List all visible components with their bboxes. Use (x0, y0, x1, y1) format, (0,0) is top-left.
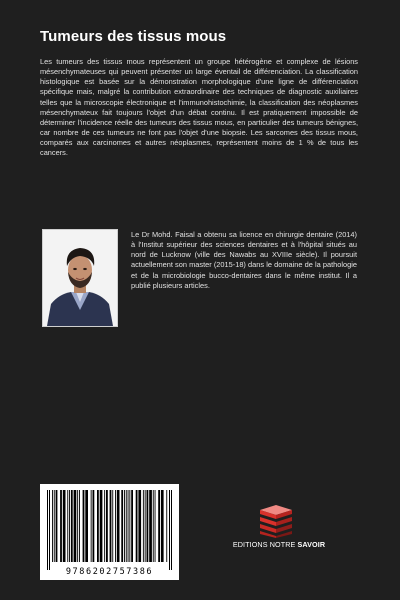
author-photo (42, 229, 118, 327)
publisher-name-bold: SAVOIR (297, 540, 326, 549)
book-title: Tumeurs des tissus mous (40, 28, 227, 45)
isbn-number: 9786202757386 (65, 567, 154, 577)
publisher-logo-icon (256, 504, 296, 538)
isbn-barcode (40, 484, 179, 580)
author-portrait-icon (43, 230, 117, 326)
publisher-name (229, 540, 329, 549)
author-bio: Le Dr Mohd. Faisal a obtenu sa licence en chirurgie dentaire (2014) à l'Institut supérieur des sciences dentaires et à l'hôpital situés au nord de Lucknow (ville des Nawabs au XVIIIe siècle). Il poursuit actuellement son master (2015-18) dans le domaine de la pathologie et de la microbiologie bucco-dentaires dans le même institut. Il a publié plusieurs articles. (131, 230, 357, 290)
barcode-icon (40, 484, 179, 570)
book-summary: Les tumeurs des tissus mous représentent un groupe hétérogène et complexe de lésions mésenchymateuses qui peuvent présenter un large éventail de différenciation. La classification histologique est basée sur la démonstration morphologique d'une ligne de différenciation spécifique mais, malgré la contribution extraordinaire des techniques de diagnostic auxiliaires telles que la microscopie électronique et l'immunohistochimie, la classification des néoplasmes mésenchymateux fait toujours l'objet d'un débat continu. Il est pratiquement impossible de déterminer l'incidence réelle des tumeurs des tissus mous, en particulier des tumeurs bénignes, car nombre de ces tumeurs ne font pas l'objet d'une biopsie. Les sarcomes des tissus mous, comparés aux carcinomes et autres néoplasmes, représentent moins de 1 % de tous les cancers. (40, 57, 358, 158)
publisher-name-light: EDITIONS NOTRE (232, 540, 298, 549)
